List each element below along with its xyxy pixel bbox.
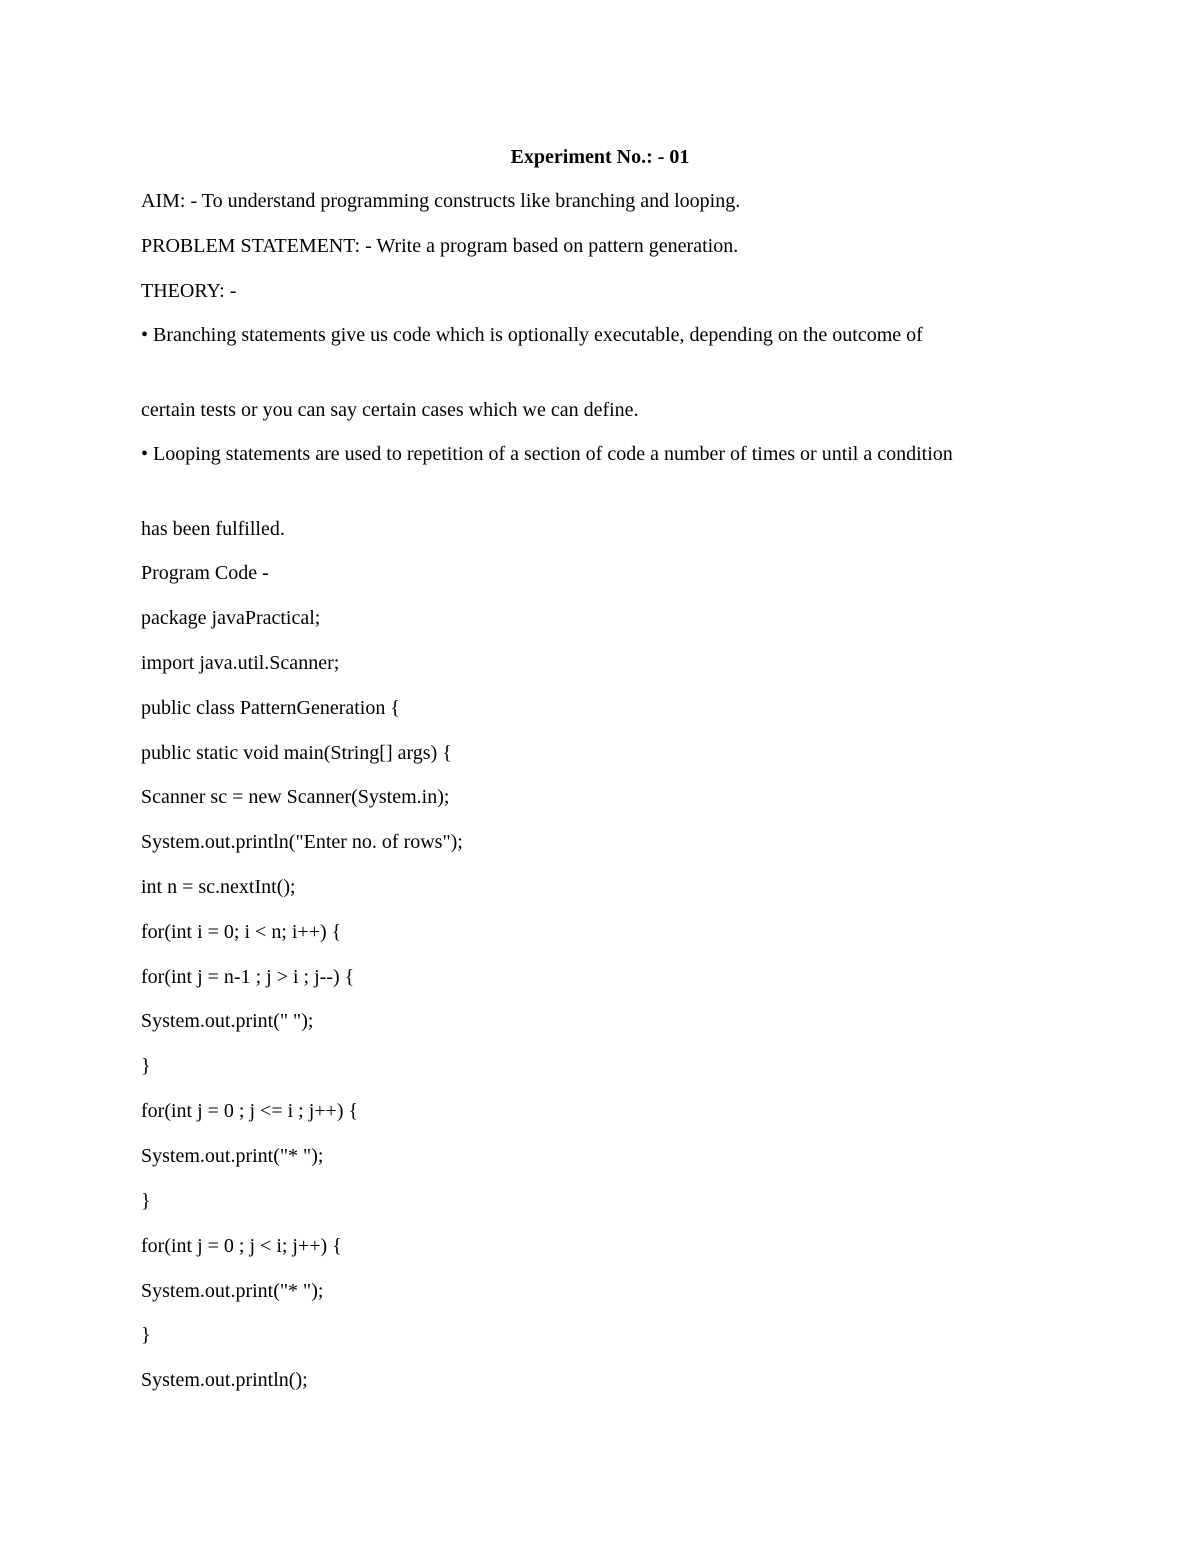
code-line: System.out.println("Enter no. of rows"); — [141, 831, 463, 853]
program-code-heading: Program Code - — [141, 562, 269, 584]
page-title: Experiment No.: - 01 — [510, 146, 690, 168]
looping-bullet: • Looping statements are used to repetition of a section of code a number of times or until a condition — [141, 443, 953, 465]
theory-heading: THEORY: - — [141, 280, 237, 302]
code-line: int n = sc.nextInt(); — [141, 876, 296, 898]
code-line: public static void main(String[] args) { — [141, 742, 452, 764]
aim-line: AIM: - To understand programming constructs like branching and looping. — [141, 190, 741, 212]
branching-bullet: • Branching statements give us code which is optionally executable, depending on the outcome of — [141, 324, 923, 346]
code-line: System.out.print("* "); — [141, 1280, 324, 1302]
code-line: } — [141, 1055, 151, 1077]
code-line: for(int j = 0 ; j <= i ; j++) { — [141, 1100, 359, 1122]
code-line: import java.util.Scanner; — [141, 652, 340, 674]
code-line: System.out.println(); — [141, 1369, 308, 1391]
code-line: System.out.print("* "); — [141, 1145, 324, 1167]
code-line: public class PatternGeneration { — [141, 697, 400, 719]
problem-statement-line: PROBLEM STATEMENT: - Write a program based on pattern generation. — [141, 235, 739, 257]
code-line: package javaPractical; — [141, 607, 321, 629]
code-line: Scanner sc = new Scanner(System.in); — [141, 786, 450, 808]
code-line: } — [141, 1324, 151, 1346]
code-line: for(int j = n-1 ; j > i ; j--) { — [141, 966, 355, 988]
code-line: for(int j = 0 ; j < i; j++) { — [141, 1235, 342, 1257]
code-line: System.out.print(" "); — [141, 1010, 314, 1032]
code-line: } — [141, 1190, 151, 1212]
code-line: for(int i = 0; i < n; i++) { — [141, 921, 342, 943]
branching-bullet-continuation: certain tests or you can say certain cases which we can define. — [141, 399, 639, 421]
looping-bullet-continuation: has been fulfilled. — [141, 518, 285, 540]
